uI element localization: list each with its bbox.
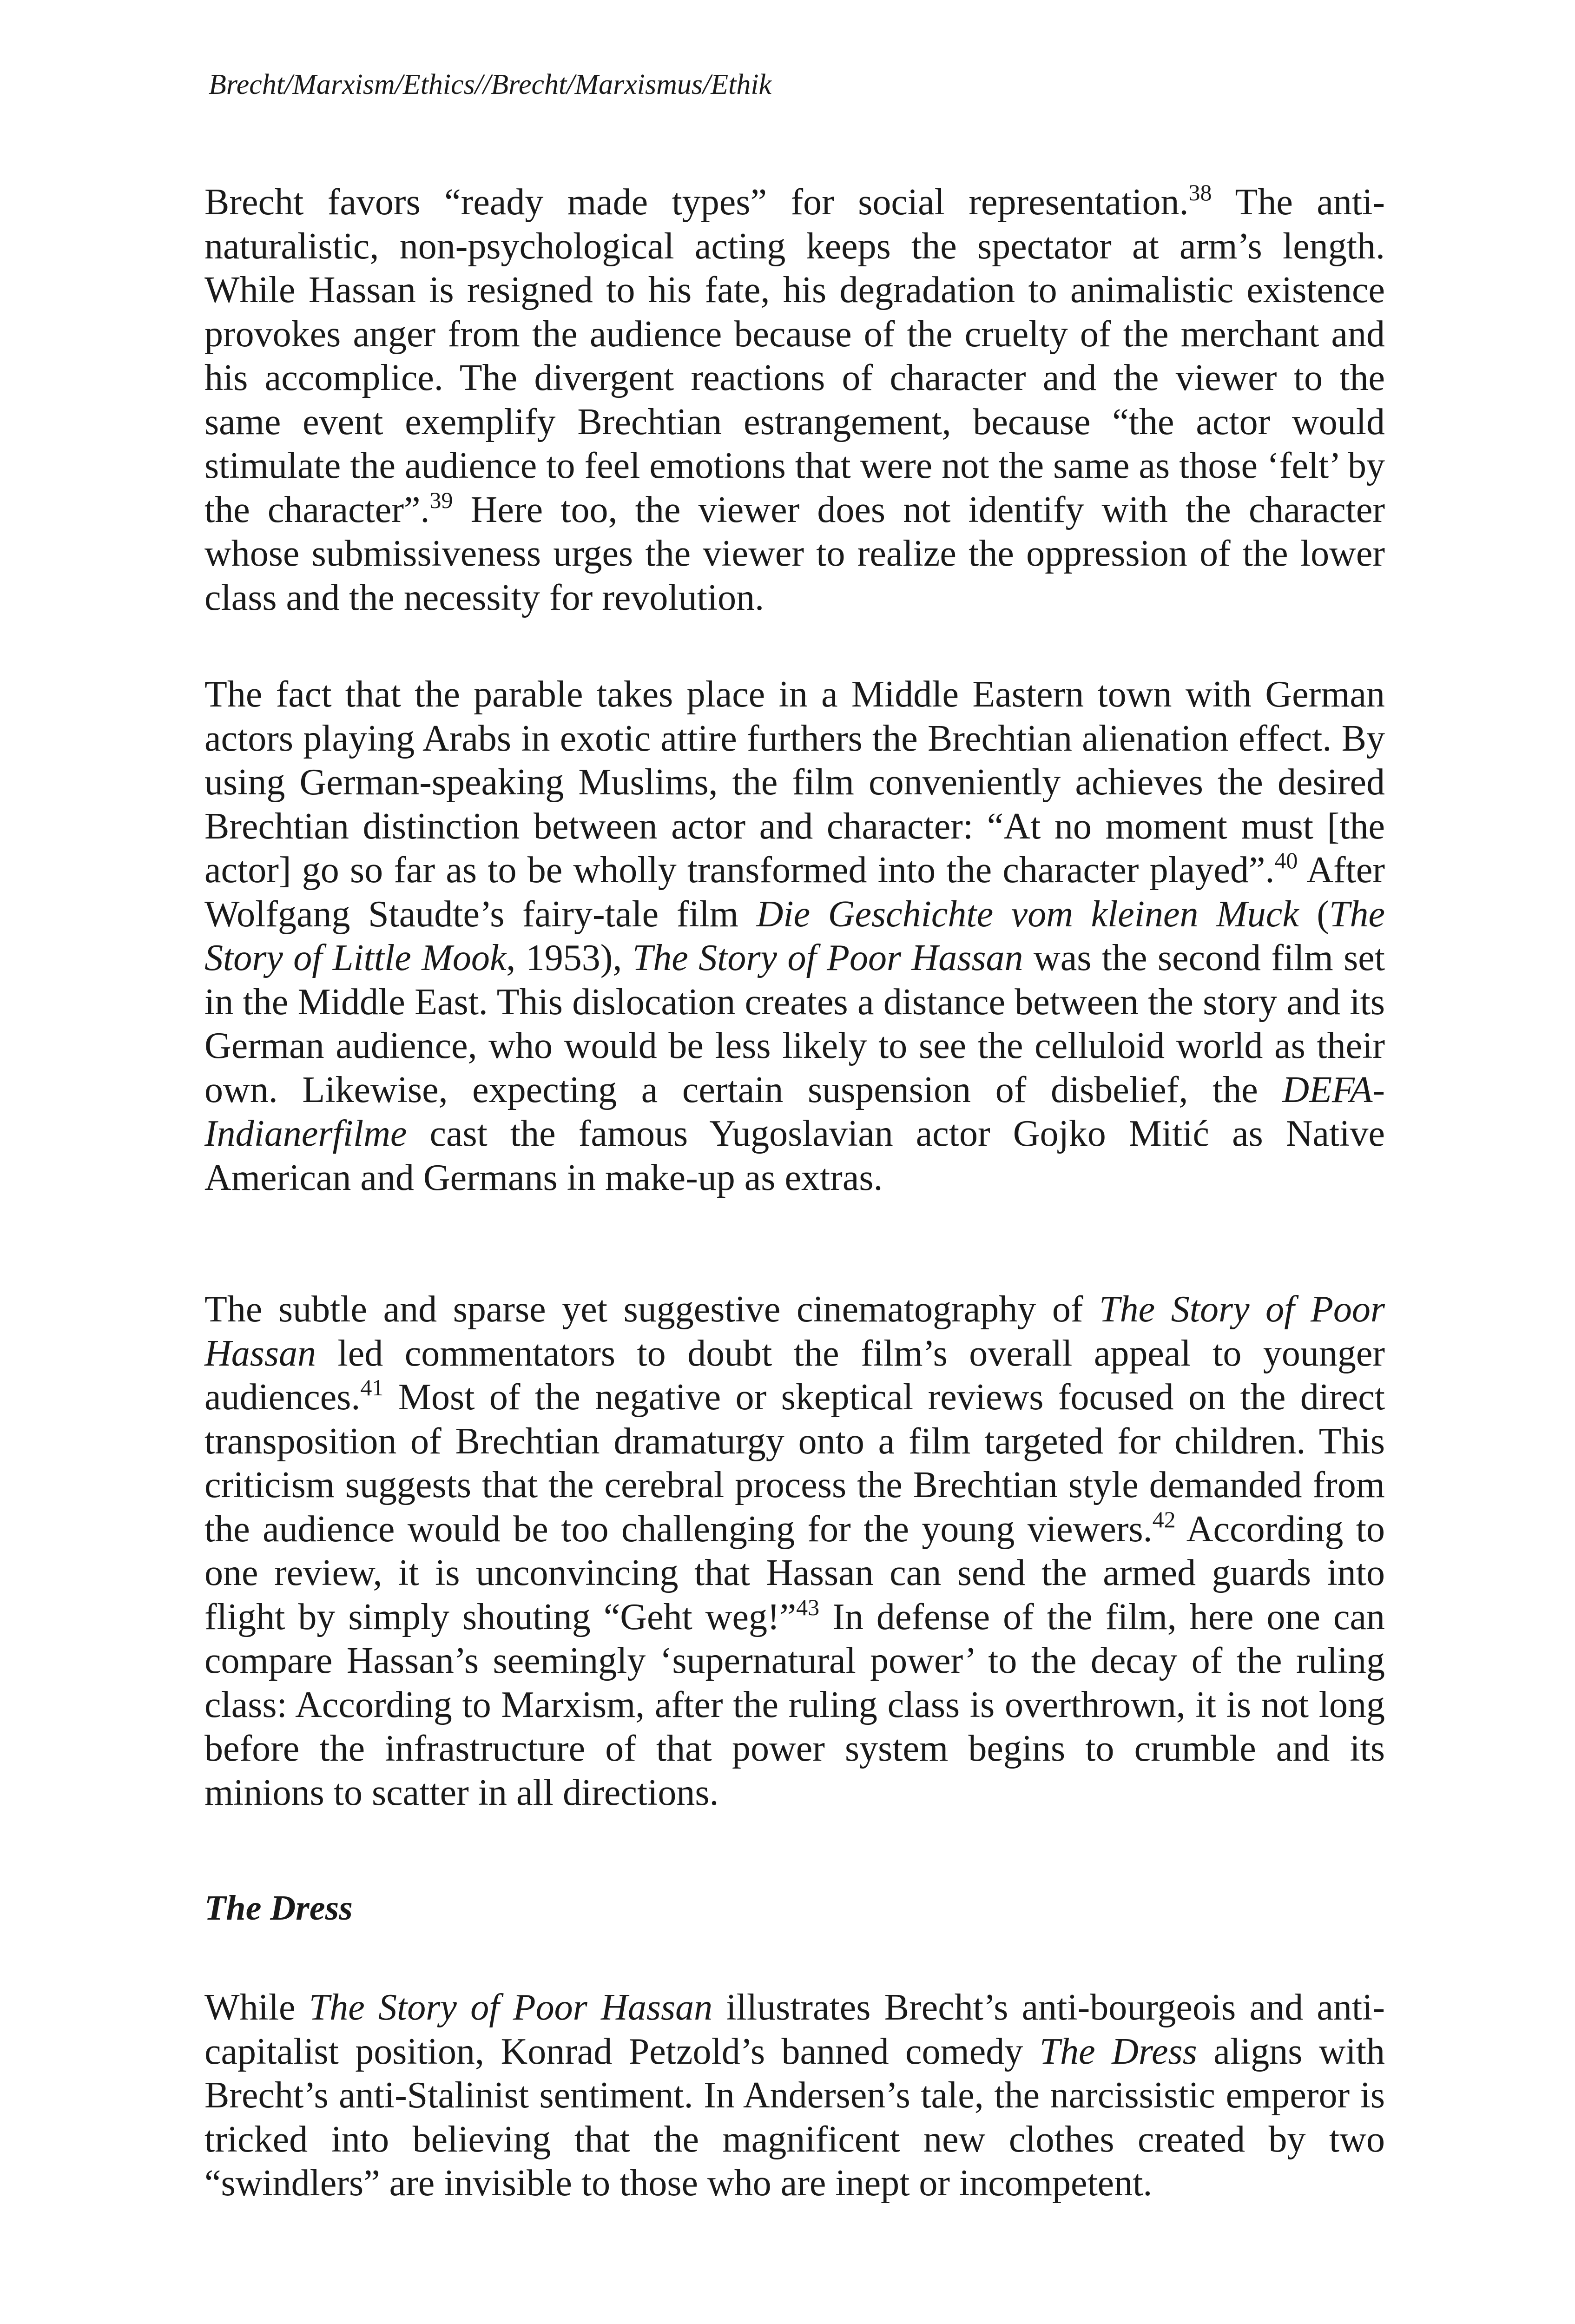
text-run: The fact that the parable takes place in a Middle Eastern town with German actors playing Arabs in exotic attire furthers the Brechtian alienation effect. By using German-speaking Muslims, the film conveniently achieves the desired Brechtian distinction between actor and character: “At no moment must [the actor] go so far as to be wholly transformed into the character played”. [204, 674, 1385, 891]
film-title: The Story of Poor Hassan [632, 938, 1023, 978]
text-run: The subtle and sparse yet suggestive cinematography of [204, 1289, 1100, 1330]
footnote-ref: 40 [1274, 847, 1298, 873]
film-title: The Story of Poor Hassan [204, 1289, 1385, 1374]
text-run: was the second film set in the Middle East. This dislocation creates a distance between the story and its German audience, who would be less likely to see the celluloid world as their own. Likewise, expecting a certain suspension of disbelief, the [204, 938, 1385, 1110]
paragraph [204, 1287, 1385, 1815]
text-run: cast the famous Yugoslavian actor Gojko Mitić as Native American and Germans in make-up as extras. [204, 1113, 1385, 1198]
footnote-ref: 43 [796, 1594, 820, 1620]
text-run: After Wolfgang Staudte’s fairy-tale film [204, 850, 1385, 935]
text-run: led commentators to doubt the film’s overall appeal to younger audiences. [204, 1333, 1385, 1418]
footnote-ref: 38 [1188, 179, 1212, 205]
text-run: While [204, 1987, 309, 2028]
text-run: Here too, the viewer does not identify with the character whose submissiveness urges the viewer to realize the oppression of the lower class and the necessity for revolution. [204, 489, 1385, 618]
film-title: The Story of Poor Hassan [309, 1987, 713, 2028]
running-head: Brecht/Marxism/Ethics//Brecht/Marxismus/Ethik [209, 69, 772, 100]
text-run: ( [1298, 893, 1330, 935]
film-title: Die Geschichte vom kleinen Muck [756, 893, 1299, 935]
text-run: According to one review, it is unconvincing that Hassan can send the armed guards into flight by simply shouting “Geht weg!” [204, 1508, 1385, 1637]
film-title: The Story of Little Mook [204, 893, 1385, 978]
text-run: , 1953), [506, 938, 633, 978]
footnote-ref: 42 [1152, 1506, 1176, 1532]
paragraph [204, 1986, 1385, 2205]
film-title: The Dress [1039, 2031, 1197, 2072]
text-run: Most of the negative or skeptical reviews focused on the direct transposition of Brechtian dramaturgy onto a film targeted for children. This criticism suggests that the cerebral process the Brechtian style demanded from the audience would be too challenging for the young viewers. [204, 1377, 1385, 1550]
section-heading: The Dress [204, 1888, 353, 1928]
text-run: aligns with Brecht’s anti-Stalinist sentiment. In Andersen’s tale, the narcissistic emperor is tricked into believing that the magnificent new clothes created by two “swindlers” are invisible to those who are inept or incompetent. [204, 2031, 1385, 2204]
paragraph [204, 673, 1385, 1200]
text-run: Brecht favors “ready made types” for social representation. [204, 182, 1189, 223]
text-run: The anti-naturalistic, non-psychological acting keeps the spectator at arm’s length. While Hassan is resigned to his fate, his degradation to animalistic existence provokes anger from the audience because of the cruelty of the merchant and his accomplice. The divergent reactions of character and the viewer to the same event exemplify Brechtian estrangement, because “the actor would stimulate the audience to feel emotions that were not the same as those ‘felt’ by the character”. [204, 182, 1385, 530]
footnote-ref: 41 [360, 1374, 384, 1400]
text-run: illustrates Brecht’s anti-bourgeois and anti-capitalist position, Konrad Petzold’s banned comedy [204, 1987, 1385, 2072]
text-run: In defense of the film, here one can compare Hassan’s seemingly ‘supernatural power’ to the decay of the ruling class: According to Marxism, after the ruling class is overthrown, it is not long before the infrastructure of that power system begins to crumble and its minions to scatter in all directions. [204, 1596, 1385, 1813]
genre-term: DEFA-Indianerfilme [204, 1069, 1385, 1154]
paragraph [204, 180, 1385, 620]
footnote-ref: 39 [429, 487, 453, 513]
